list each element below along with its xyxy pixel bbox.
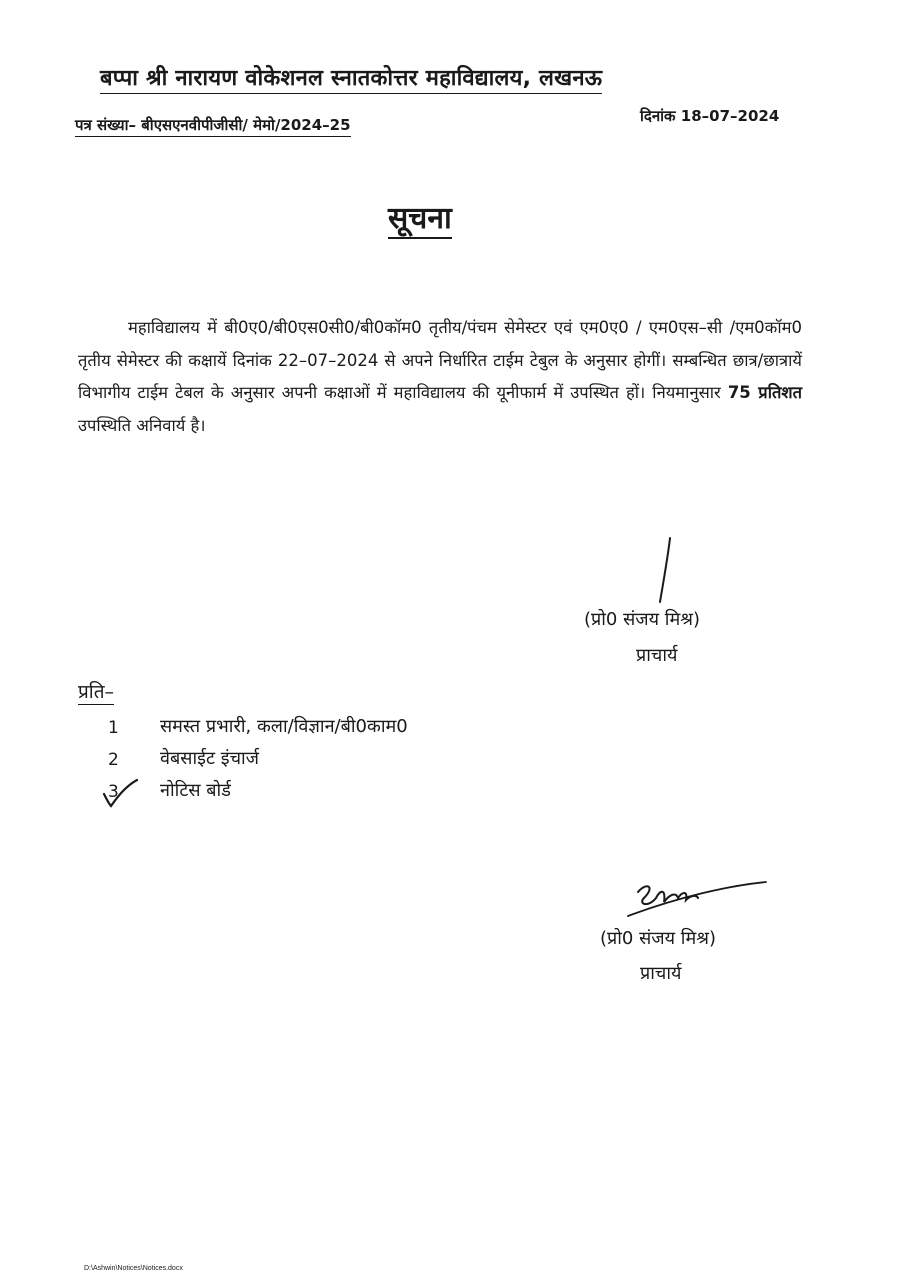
list-item-number: 2 xyxy=(108,750,119,770)
list-item-number: 3 xyxy=(108,782,119,802)
notice-date: दिनांक 18–07–2024 xyxy=(640,107,780,125)
handwritten-signature xyxy=(616,868,776,928)
signatory-title: प्राचार्य xyxy=(636,645,678,666)
notice-body-part2: उपस्थिति अनिवार्य है। xyxy=(78,415,206,435)
list-item-number: 1 xyxy=(108,718,119,738)
list-item-text: वेबसाईट इंचार्ज xyxy=(160,748,260,769)
tick-mark-icon xyxy=(100,776,140,810)
notice-body-part1: महाविद्यालय में बी0ए0/बी0एस0सी0/बी0कॉम0 तृतीय/पंचम सेमेस्टर एवं एम0ए0 / एम0एस–सी /एम0कॉम0 तृतीय सेमेस्टर की कक्षायें दिनांक 22–07–2024 से अपने निर्धारित टाईम टेबुल के अनुसार होगीं। सम्बन्धित छात्र/छात्रायें विभागीय टाईम टेबल के अनुसार अपनी कक्षाओं में महाविद्यालय की यूनीफार्म में उपस्थित हों। नियमानुसार xyxy=(78,318,802,402)
copy-to-label: प्रति– xyxy=(78,678,114,705)
college-name: बप्पा श्री नारायण वोकेशनल स्नातकोत्तर महाविद्यालय, लखनऊ xyxy=(100,62,602,94)
list-item-text: समस्त प्रभारी, कला/विज्ञान/बी0काम0 xyxy=(160,716,408,737)
notice-body-attendance: 75 प्रतिशत xyxy=(727,383,802,402)
notice-heading: सूचना xyxy=(388,196,452,239)
signature-stroke xyxy=(652,536,682,606)
signatory-name: (प्रो0 संजय मिश्र) xyxy=(584,609,700,630)
signatory-title: प्राचार्य xyxy=(640,963,682,984)
reference-number: पत्र संख्या– बीएसएनवीपीजीसी/ मेमो/2024–25 xyxy=(75,115,351,137)
list-item-text: नोटिस बोर्ड xyxy=(160,780,231,801)
notice-body xyxy=(78,312,802,442)
signatory-name: (प्रो0 संजय मिश्र) xyxy=(600,928,716,949)
file-path: D:\Ashwin\Notices\Notices.docx xyxy=(84,1265,183,1272)
